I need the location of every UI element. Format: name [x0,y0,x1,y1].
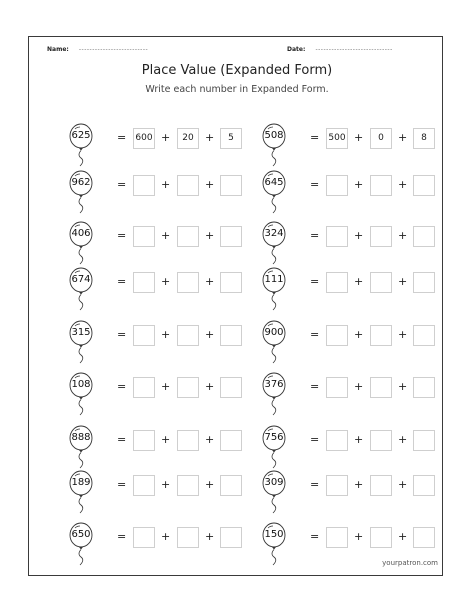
tens-answer-box[interactable] [177,175,199,196]
plus-sign: + [398,275,408,288]
plus-sign: + [161,478,171,491]
plus-sign: + [398,131,408,144]
problem-number: 406 [71,228,91,239]
problem-row [260,123,450,163]
hundreds-answer-box[interactable] [133,325,155,346]
plus-sign: + [354,530,364,543]
ones-answer-box[interactable] [220,527,242,548]
hundreds-answer-box[interactable] [326,527,348,548]
problem-number: 315 [71,327,91,338]
tens-answer-box[interactable]: 20 [177,128,199,149]
problem-number: 756 [264,432,284,443]
hundreds-answer-box[interactable] [133,527,155,548]
problem-number: 508 [264,130,284,141]
plus-sign: + [161,229,171,242]
equals-sign: = [310,131,320,144]
tens-answer-box[interactable] [177,475,199,496]
problem-row [67,470,257,510]
tens-answer-box[interactable] [177,325,199,346]
worksheet-title: Place Value (Expanded Form) [141,63,333,78]
problem-number: 111 [264,274,284,285]
equals-sign: = [310,229,320,242]
problem-number: 962 [71,177,91,188]
equals-sign: = [117,275,127,288]
problem-number: 625 [71,130,91,141]
plus-sign: + [161,328,171,341]
ones-answer-box[interactable] [413,325,435,346]
hundreds-answer-box[interactable] [326,175,348,196]
plus-sign: + [354,380,364,393]
problem-row [260,425,450,465]
ones-answer-box[interactable]: 8 [413,128,435,149]
equals-sign: = [310,478,320,491]
problem-number: 650 [71,529,91,540]
plus-sign: + [354,328,364,341]
tens-answer-box[interactable] [177,377,199,398]
problem-row [260,470,450,510]
plus-sign: + [354,229,364,242]
tens-answer-box[interactable] [177,272,199,293]
hundreds-answer-box[interactable] [326,377,348,398]
problem-row [260,170,450,210]
plus-sign: + [161,380,171,393]
plus-sign: + [205,328,215,341]
plus-sign: + [161,275,171,288]
tens-answer-box[interactable] [370,527,392,548]
name-line: -------------------------- [78,46,149,53]
equals-sign: = [117,229,127,242]
plus-sign: + [398,178,408,191]
plus-sign: + [354,275,364,288]
equals-sign: = [117,530,127,543]
hundreds-answer-box[interactable] [326,226,348,247]
problem-row [67,221,257,261]
tens-answer-box[interactable] [370,377,392,398]
problem-row [67,522,257,562]
tens-answer-box[interactable] [177,527,199,548]
plus-sign: + [354,131,364,144]
tens-answer-box[interactable] [370,325,392,346]
equals-sign: = [117,328,127,341]
problem-row [260,372,450,412]
hundreds-answer-box[interactable] [133,377,155,398]
tens-answer-box[interactable] [370,175,392,196]
name-label: Name: [47,46,69,53]
tens-answer-box[interactable] [370,430,392,451]
tens-answer-box[interactable] [370,226,392,247]
hundreds-answer-box[interactable]: 500 [326,128,348,149]
plus-sign: + [354,178,364,191]
problem-number: 150 [264,529,284,540]
worksheet-instructions: Write each number in Expanded Form. [145,84,329,95]
equals-sign: = [117,178,127,191]
problem-number: 376 [264,379,284,390]
equals-sign: = [117,380,127,393]
hundreds-answer-box[interactable] [326,430,348,451]
plus-sign: + [354,433,364,446]
name-field[interactable] [47,46,148,53]
plus-sign: + [205,380,215,393]
plus-sign: + [205,229,215,242]
equals-sign: = [117,478,127,491]
equals-sign: = [310,530,320,543]
hundreds-answer-box[interactable] [133,430,155,451]
problem-row [67,170,257,210]
ones-answer-box[interactable] [220,430,242,451]
problem-number: 108 [71,379,91,390]
plus-sign: + [161,178,171,191]
ones-answer-box[interactable] [413,272,435,293]
ones-answer-box[interactable] [413,430,435,451]
ones-answer-box[interactable] [413,475,435,496]
hundreds-answer-box[interactable] [326,272,348,293]
hundreds-answer-box[interactable] [326,475,348,496]
hundreds-answer-box[interactable] [133,226,155,247]
problem-number: 309 [264,477,284,488]
hundreds-answer-box[interactable] [133,175,155,196]
ones-answer-box[interactable] [413,226,435,247]
tens-answer-box[interactable] [370,272,392,293]
ones-answer-box[interactable] [413,377,435,398]
date-line: ----------------------------- [315,46,393,53]
plus-sign: + [398,433,408,446]
equals-sign: = [310,433,320,446]
plus-sign: + [354,478,364,491]
plus-sign: + [398,328,408,341]
equals-sign: = [117,131,127,144]
plus-sign: + [398,530,408,543]
problem-number: 674 [71,274,91,285]
equals-sign: = [310,328,320,341]
plus-sign: + [205,131,215,144]
plus-sign: + [161,131,171,144]
ones-answer-box[interactable] [220,377,242,398]
problem-row [67,320,257,360]
problem-row [260,267,450,307]
plus-sign: + [205,478,215,491]
hundreds-answer-box[interactable] [133,272,155,293]
plus-sign: + [205,530,215,543]
plus-sign: + [398,380,408,393]
date-label: Date: [287,46,306,53]
tens-answer-box[interactable] [177,226,199,247]
tens-answer-box[interactable] [370,475,392,496]
ones-answer-box[interactable] [220,475,242,496]
equals-sign: = [117,433,127,446]
tens-answer-box[interactable]: 0 [370,128,392,149]
plus-sign: + [205,433,215,446]
plus-sign: + [398,478,408,491]
plus-sign: + [398,229,408,242]
hundreds-answer-box[interactable] [326,325,348,346]
date-field[interactable] [287,46,393,53]
problem-number: 888 [71,432,91,443]
plus-sign: + [205,178,215,191]
problem-number: 324 [264,228,284,239]
plus-sign: + [205,275,215,288]
tens-answer-box[interactable] [177,430,199,451]
ones-answer-box[interactable] [220,272,242,293]
problem-number: 189 [71,477,91,488]
equals-sign: = [310,380,320,393]
problem-row [260,221,450,261]
plus-sign: + [161,530,171,543]
footer-website: yourpatron.com [382,559,438,567]
problem-number: 900 [264,327,284,338]
hundreds-answer-box[interactable] [133,475,155,496]
problem-row [260,522,450,562]
problem-row [67,123,257,163]
problem-number: 645 [264,177,284,188]
ones-answer-box[interactable] [413,527,435,548]
problem-row [67,267,257,307]
plus-sign: + [161,433,171,446]
ones-answer-box[interactable] [220,325,242,346]
problem-row [260,320,450,360]
ones-answer-box[interactable] [413,175,435,196]
equals-sign: = [310,275,320,288]
ones-answer-box[interactable]: 5 [220,128,242,149]
ones-answer-box[interactable] [220,175,242,196]
equals-sign: = [310,178,320,191]
hundreds-answer-box[interactable]: 600 [133,128,155,149]
ones-answer-box[interactable] [220,226,242,247]
problem-row [67,372,257,412]
problem-row [67,425,257,465]
